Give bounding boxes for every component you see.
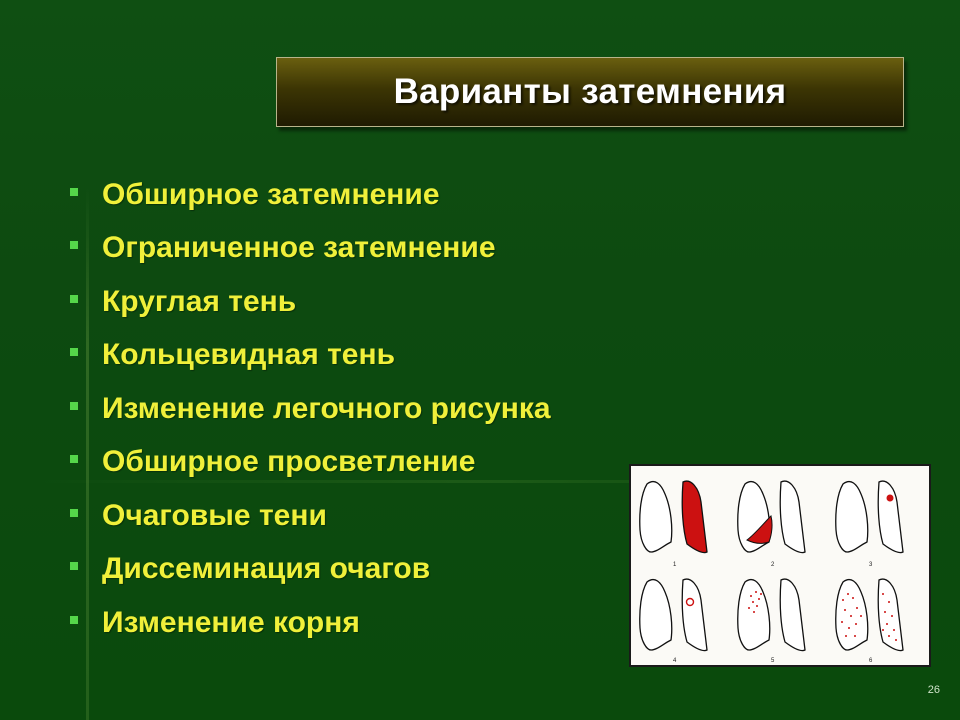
bullet-item	[70, 222, 551, 276]
bullet-marker-icon	[70, 562, 78, 570]
bullet-item	[70, 489, 551, 543]
bullet-item	[70, 275, 551, 329]
bullet-item	[70, 168, 551, 222]
bullet-text: Очаговые тени	[102, 498, 327, 532]
bullet-text: Обширное просветление	[102, 445, 476, 479]
lung-opacity-figure	[629, 464, 931, 667]
bullet-text: Диссеминация очагов	[102, 552, 431, 586]
diagram-label: 4	[673, 658, 677, 664]
bullet-marker-icon	[70, 455, 78, 463]
diagram-label: 2	[771, 562, 775, 568]
bullet-marker-icon	[70, 509, 78, 517]
bullet-text: Изменение легочного рисунка	[102, 391, 551, 425]
bullet-marker-icon	[70, 241, 78, 249]
bullet-item	[70, 382, 551, 436]
lung-diagram-5	[738, 579, 805, 664]
bullet-text: Изменение корня	[102, 605, 360, 639]
page-number: 26	[927, 684, 940, 696]
bullet-text: Кольцевидная тень	[102, 338, 396, 372]
lung-diagram-1	[640, 481, 707, 568]
bullet-marker-icon	[70, 402, 78, 410]
diagram-label: 6	[869, 658, 873, 664]
lung-diagram-6	[836, 579, 903, 664]
lung-diagram-2	[738, 481, 805, 568]
diagram-label: 5	[771, 658, 775, 664]
lung-diagram-3	[836, 481, 903, 568]
bullet-text: Ограниченное затемнение	[102, 231, 496, 265]
bullet-item	[70, 543, 551, 597]
bullet-list	[70, 168, 551, 650]
slide-title: Варианты затемнения	[393, 72, 787, 111]
bullet-text: Круглая тень	[102, 284, 297, 318]
bullet-marker-icon	[70, 188, 78, 196]
diagram-label: 3	[869, 562, 873, 568]
bullet-item	[70, 329, 551, 383]
bullet-marker-icon	[70, 295, 78, 303]
bullet-item	[70, 436, 551, 490]
bullet-item	[70, 596, 551, 650]
bullet-marker-icon	[70, 616, 78, 624]
lung-diagram-4	[640, 579, 707, 664]
bullet-text: Обширное затемнение	[102, 177, 440, 211]
bullet-marker-icon	[70, 348, 78, 356]
title-box	[276, 57, 904, 127]
lung-diagrams-svg	[631, 466, 929, 665]
diagram-label: 1	[673, 562, 677, 568]
